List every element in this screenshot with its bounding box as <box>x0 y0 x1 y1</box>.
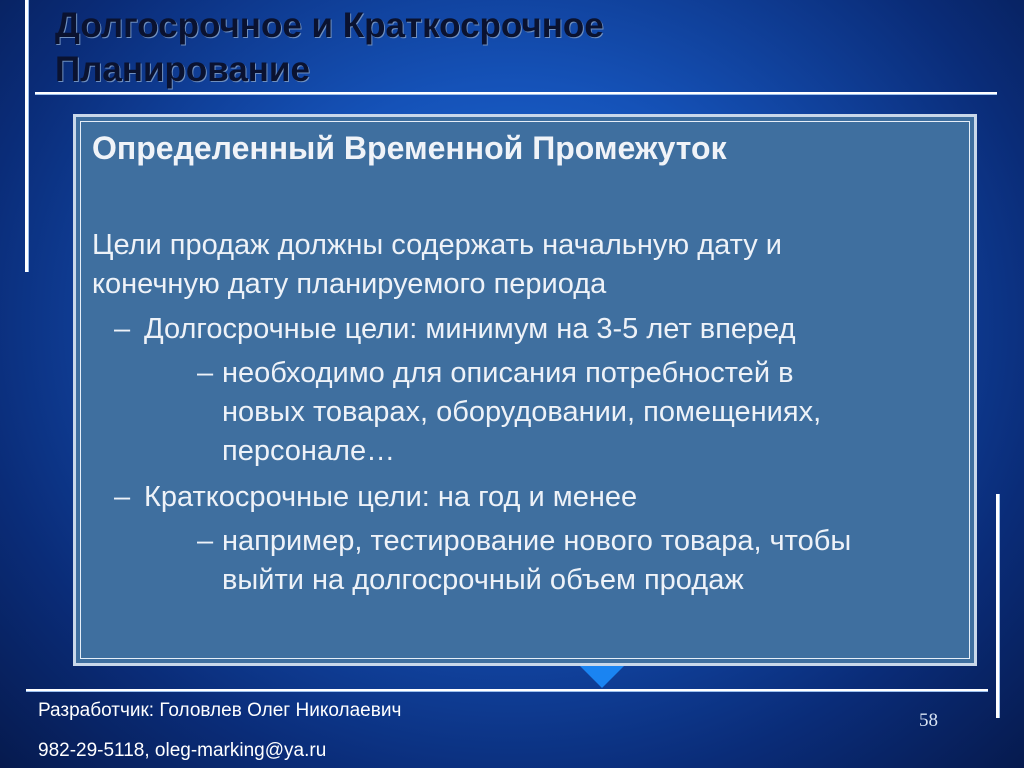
section-heading: Определенный Временной Промежуток <box>92 130 727 166</box>
intro-line-2: конечную дату планируемого периода <box>92 268 607 300</box>
bullet-dash: – <box>114 313 131 345</box>
long-term-detail-line-1: необходимо для описания потребностей в <box>222 357 794 389</box>
slide-title-line-1: Долгосрочное и Краткосрочное <box>55 6 604 45</box>
right-frame-line <box>996 494 999 718</box>
intro-line-1: Цели продаж должны содержать начальную дату и <box>92 229 782 261</box>
short-term-detail-line-2: выйти на долгосрочный объем продаж <box>222 564 744 596</box>
slide-title-line-2: Планирование <box>55 50 310 89</box>
content-box <box>73 114 977 666</box>
bullet-dash: – <box>114 481 131 513</box>
long-term-goals: Долгосрочные цели: минимум на 3-5 лет вперед <box>144 313 796 345</box>
slide-title <box>55 4 995 92</box>
footer-contact: 982-29-5118, oleg-marking@ya.ru <box>38 740 327 761</box>
long-term-detail-line-2: новых товарах, оборудовании, помещениях, <box>222 396 822 428</box>
decorative-triangle <box>580 666 624 688</box>
page-number: 58 <box>919 710 938 731</box>
left-frame-line <box>25 0 28 272</box>
footer-divider-line <box>26 689 988 692</box>
short-term-goals: Краткосрочные цели: на год и менее <box>144 481 638 513</box>
footer-developer: Разработчик: Головлев Олег Николаевич <box>38 700 402 721</box>
bullet-dash: – <box>197 357 214 389</box>
short-term-detail-line-1: например, тестирование нового товара, чтобы <box>222 525 852 557</box>
long-term-detail-line-3: персонале… <box>222 435 396 467</box>
bullet-dash: – <box>197 525 214 557</box>
title-divider-line <box>35 92 997 95</box>
